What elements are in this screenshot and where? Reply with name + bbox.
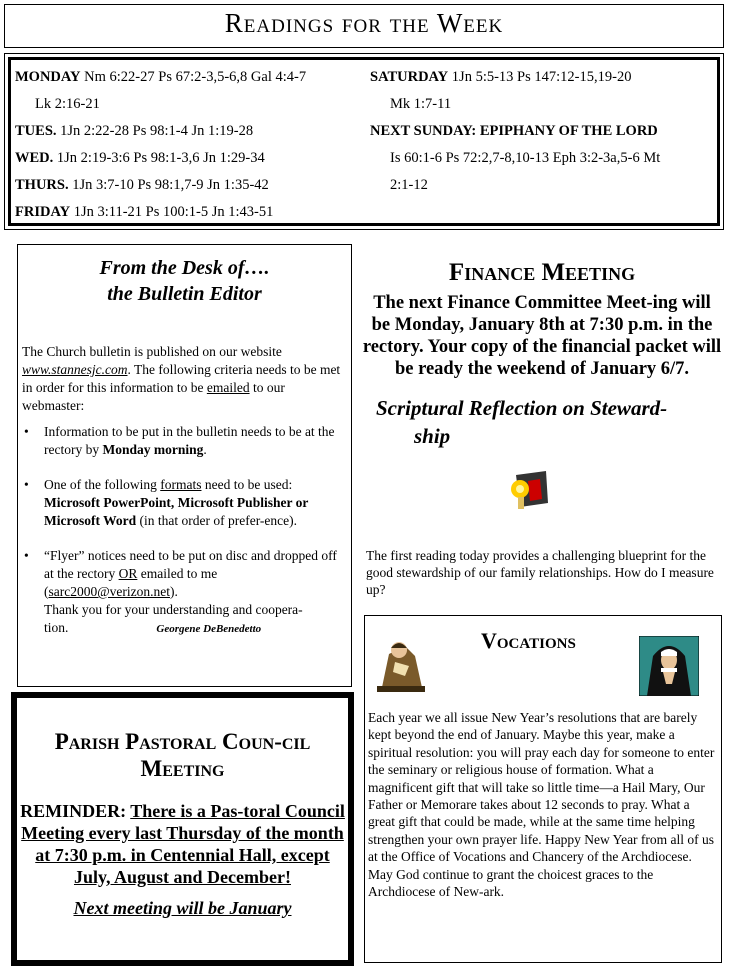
bulletin-editor-box <box>17 244 352 687</box>
readings-left-column <box>15 64 370 226</box>
praying-nun-icon <box>639 636 699 696</box>
readings-box <box>4 53 724 230</box>
list-item: • Information to be put in the bulletin needs to be at the rectory by Monday morning. <box>24 424 335 457</box>
list-item: • One of the following formats need to be used: Microsoft PowerPoint, Microsoft Publisher or Microsoft Word (in that order of prefer-ence). <box>24 477 309 528</box>
council-reminder: REMINDER: There is a Pas-toral Council Meeting every last Thursday of the month at 7:30 p.m. in Centennial Hall, except July, August and December! <box>20 801 345 887</box>
vocations-title: Vocations <box>481 628 576 653</box>
reading-next-sunday-cont: Is 60:1-6 Ps 72:2,7-8,10-13 Eph 3:2-3a,5-6 Mt <box>390 150 661 166</box>
desk-thanks: Thank you for your understanding and coopera-tion. <box>44 602 303 635</box>
pastoral-council-box <box>11 692 354 966</box>
desk-intro: The Church bulletin is published on our website www.stannesjc.com. The following criteria needs to be met in order for this information to be emailed to our webmaster: <box>22 344 341 413</box>
reading-saturday-cont: Mk 1:7-11 <box>390 96 452 112</box>
list-item: • “Flyer” notices need to be put on disc and dropped off at the rectory OR emailed to me (sarc2000@verizon.net). Thank you for your understanding and coopera-tion. Georgene DeBenedetto <box>24 548 337 635</box>
council-title: Parish Pastoral Coun-cil Meeting <box>54 729 311 781</box>
reading-tuesday: TUES. 1Jn 2:22-28 Ps 98:1-4 Jn 1:19-28 <box>15 123 254 139</box>
reflection-text: The first reading today provides a challenging blueprint for the good stewardship of our family relationships. How do I measure up? <box>366 548 714 597</box>
reading-saturday: SATURDAY 1Jn 5:5-13 Ps 147:12-15,19-20 <box>370 69 632 85</box>
finance-body: The next Finance Committee Meet-ing will be Monday, January 8th at 7:30 p.m. in the rectory. Your copy of the financial packet will be ready the weekend of January 6/7. <box>362 293 722 379</box>
criteria-list <box>22 423 344 638</box>
readings-right-column <box>370 64 720 199</box>
desk-title-line1: From the Desk of…. <box>99 257 270 279</box>
reading-friday: FRIDAY 1Jn 3:11-21 Ps 100:1-5 Jn 1:43-51 <box>15 204 274 220</box>
desk-body <box>22 343 344 638</box>
reading-monday: MONDAY Nm 6:22-27 Ps 67:2-3,5-6,8 Gal 4:4-7 <box>15 69 307 85</box>
bullet-icon: • <box>24 424 29 439</box>
website-link[interactable]: www.stannesjc.com <box>22 362 128 377</box>
praying-monk-icon <box>375 636 427 694</box>
council-next-meeting: Next meeting will be January <box>73 898 292 918</box>
vocations-text: Each year we all issue New Year’s resolutions that are barely kept beyond the end of January. Maybe this year, make a spiritual resolution: you will pray each day for someone to enter the seminary or religious house of formation. What a magnificent gift that will take so little time—a Hail Mary, Our Father or Memorare takes about 12 seconds to pray. What a great gift that could be made, while at the same time helping strengthen your own prayer life. Happy New Year from all of us at the Office of Vocations and Chancery of the Archdiocese. May God continue to grant the choicest graces to the Archdiocese of New-ark. <box>368 710 715 900</box>
reading-wednesday: WED. 1Jn 2:19-3:6 Ps 98:1-3,6 Jn 1:29-34 <box>15 150 265 166</box>
reflection-heading: Scriptural Reflection on Steward- ship <box>376 396 668 448</box>
desk-signature: Georgene DeBenedetto <box>156 623 262 635</box>
finance-section <box>362 244 722 609</box>
desk-title-line2: the Bulletin Editor <box>107 283 262 305</box>
readings-header <box>4 4 724 48</box>
reading-next-sunday: NEXT SUNDAY: EPIPHANY OF THE LORD <box>370 123 658 139</box>
candle-icon <box>506 467 552 513</box>
readings-title: Readings for the Week <box>224 8 504 38</box>
readings-inner-border <box>8 57 720 226</box>
bullet-icon: • <box>24 477 29 492</box>
finance-title: Finance Meeting <box>448 259 636 286</box>
email-link[interactable]: sarc2000@verizon.net <box>48 584 171 599</box>
bullet-icon: • <box>24 548 29 563</box>
reading-monday-cont: Lk 2:16-21 <box>35 96 100 112</box>
reading-thursday: THURS. 1Jn 3:7-10 Ps 98:1,7-9 Jn 1:35-42 <box>15 177 269 193</box>
vocations-box <box>364 615 722 963</box>
reading-next-sunday-cont2: 2:1-12 <box>390 177 428 193</box>
